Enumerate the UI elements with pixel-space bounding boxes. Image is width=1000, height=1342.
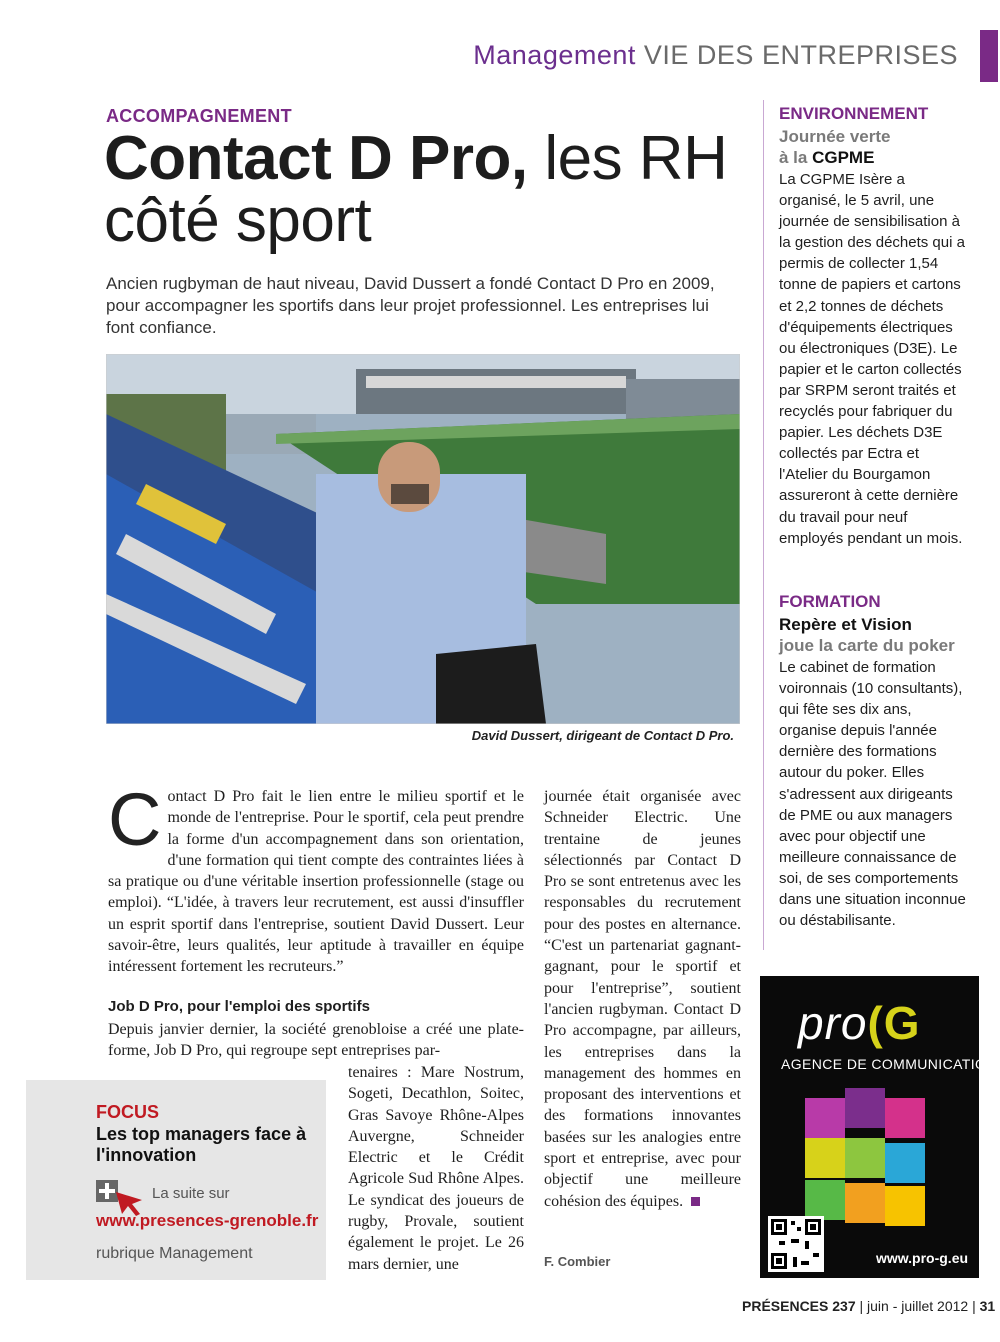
formation-title-part-a: Repère et Vision — [779, 615, 912, 634]
section-secondary: VIE DES ENTREPRISES — [643, 40, 958, 70]
folio-magazine: PRÉSENCES 237 — [742, 1298, 856, 1314]
headline-bold: Contact D Pro, — [104, 124, 528, 193]
page-folio: PRÉSENCES 237 | juin - juillet 2012 | 31 — [742, 1298, 996, 1314]
drop-cap: C — [108, 778, 162, 861]
sidebar-formation-section: FORMATION — [779, 592, 881, 611]
env-title-part-a: Journée verte — [779, 127, 891, 146]
sidebar-formation-text: Le cabinet de formation voironnais (10 consultants), qui fête ses dix ans, organise depuis l'année dernière des formations autour du poker. Elles s'adressent aux dirigeants de PME ou aux managers avec pour objectif une meilleure connaissance de soi, de ses comportements dans une situation inconnue ou déstabilisante. — [779, 659, 966, 930]
formation-title-part-b: joue la carte du poker — [779, 636, 955, 655]
focus-title: Les top managers face à l'innovation — [96, 1124, 307, 1165]
headline-rest: les RH — [527, 124, 728, 193]
paragraph-1-text: ontact D Pro fait le lien entre le milieu sportif et le monde de l'entreprise. Pour le sportif, cela peut prendre la forme d'un accompagnement dans son orientation, d'une formation qui tient compte des contraintes liées à sa pratique ou d'une véritable insertion professionnelle (stage ou emploi). “L'idée, à travers leur recrutement, est aussi d'insuffler un esprit sportif dans l'entreprise, soutient David Dussert. Leur savoir-être, leurs qualités, leur aptitude à travailler en équipe intéressent fortement les recruteurs.” — [108, 788, 524, 976]
article-photo — [106, 354, 740, 724]
env-title-part-b: à la — [779, 148, 813, 167]
pro-g-logo — [798, 996, 921, 1050]
focus-suite-text: La suite sur — [152, 1185, 230, 1202]
article-paragraph-2-narrow: tenaires : Mare Nostrum, Sogeti, Decathlon, Soitec, Gras Savoye Rhône-Alpes Auvergne, Schneider Electric et le Crédit Agricole Sud Rhône Alpes. Le syndicat des joueurs de rugby, Provale, soutient également le projet. Le 26 mars dernier, une — [348, 1064, 524, 1273]
sidebar-env-section: ENVIRONNEMENT — [779, 104, 929, 123]
sidebar-divider — [763, 100, 764, 950]
pro-g-cube-graphic — [805, 1088, 935, 1228]
stadium-photo-illustration — [106, 354, 740, 724]
section-accent-bar — [980, 30, 998, 82]
article-column-2 — [544, 786, 741, 1212]
folio-page-number: 31 — [979, 1298, 996, 1314]
folio-issue: juin - juillet 2012 — [867, 1298, 969, 1314]
ad-url[interactable]: www.pro-g.eu — [876, 1250, 969, 1266]
article-paragraph-2-full: Depuis janvier dernier, la société grenobloise a créé une plate-forme, Job D Pro, qui regroupe sept entreprises par- — [108, 1021, 524, 1060]
sidebar-env-title — [779, 126, 891, 168]
focus-link[interactable]: www.presences-grenoble.fr — [96, 1211, 319, 1230]
sidebar-formation-title — [779, 614, 955, 656]
article-subhead: Job D Pro, pour l'emploi des sportifs — [108, 998, 370, 1015]
section-primary: Management — [473, 40, 636, 70]
qr-code-icon — [768, 1216, 824, 1272]
ad-tagline: AGENCE DE COMMUNICATION — [781, 1056, 997, 1072]
article-lede: Ancien rugbyman de haut niveau, David Dussert a fondé Contact D Pro en 2009, pour accompagner les sportifs dans leur projet professionnel. Les entreprises lui font confiance. — [106, 274, 715, 337]
focus-rubric: rubrique Management — [96, 1245, 253, 1262]
end-square-icon — [691, 1197, 700, 1206]
article-kicker: ACCOMPAGNEMENT — [106, 106, 292, 126]
column-2-text: journée était organisée avec Schneider Electric. Une trentaine de jeunes sélectionnés par Contact D Pro se sont entretenus avec les responsables du recrutement pour des postes en alternance. “C'est un partenariat gagnant-gagnant, pour le sportif et pour l'entreprise”, soutient l'ancien rugbyman. Contact D Pro accompagne, par ailleurs, les entreprises dans la management des hommes en proposant des interventions et des formations innovantes basées sur les analogies entre sport et entreprise, avec pour objectif une meilleure cohésion des équipes. — [544, 788, 741, 1210]
article-byline: F. Combier — [544, 1254, 611, 1269]
env-title-part-c: CGPME — [812, 148, 875, 167]
pro-g-logo-mark: (G — [867, 997, 921, 1049]
article-headline — [104, 124, 728, 255]
headline-line2: côté sport — [104, 186, 372, 255]
photo-caption: David Dussert, dirigeant de Contact D Pro. — [471, 728, 734, 743]
focus-label: FOCUS — [96, 1102, 159, 1122]
sidebar-env-text: La CGPME Isère a organisé, le 5 avril, une journée de sensibilisation à la gestion des déchets qui a permis de collecter 1,54 tonne de papiers et cartons et 2,2 tonnes de déchets d'équipements électriques ou électroniques (D3E). Le papier et le carton collectés par SRPM seront traités et recyclés pour fabriquer du papier. Les déchets D3E collectés par Ectra et l'Atelier du Bourgamon assureront à cette dernière du travail pour neuf employés pendant un mois. — [779, 171, 965, 547]
section-header — [473, 40, 958, 71]
pro-g-logo-text: pro — [798, 997, 868, 1049]
article-paragraph-1 — [108, 778, 524, 978]
